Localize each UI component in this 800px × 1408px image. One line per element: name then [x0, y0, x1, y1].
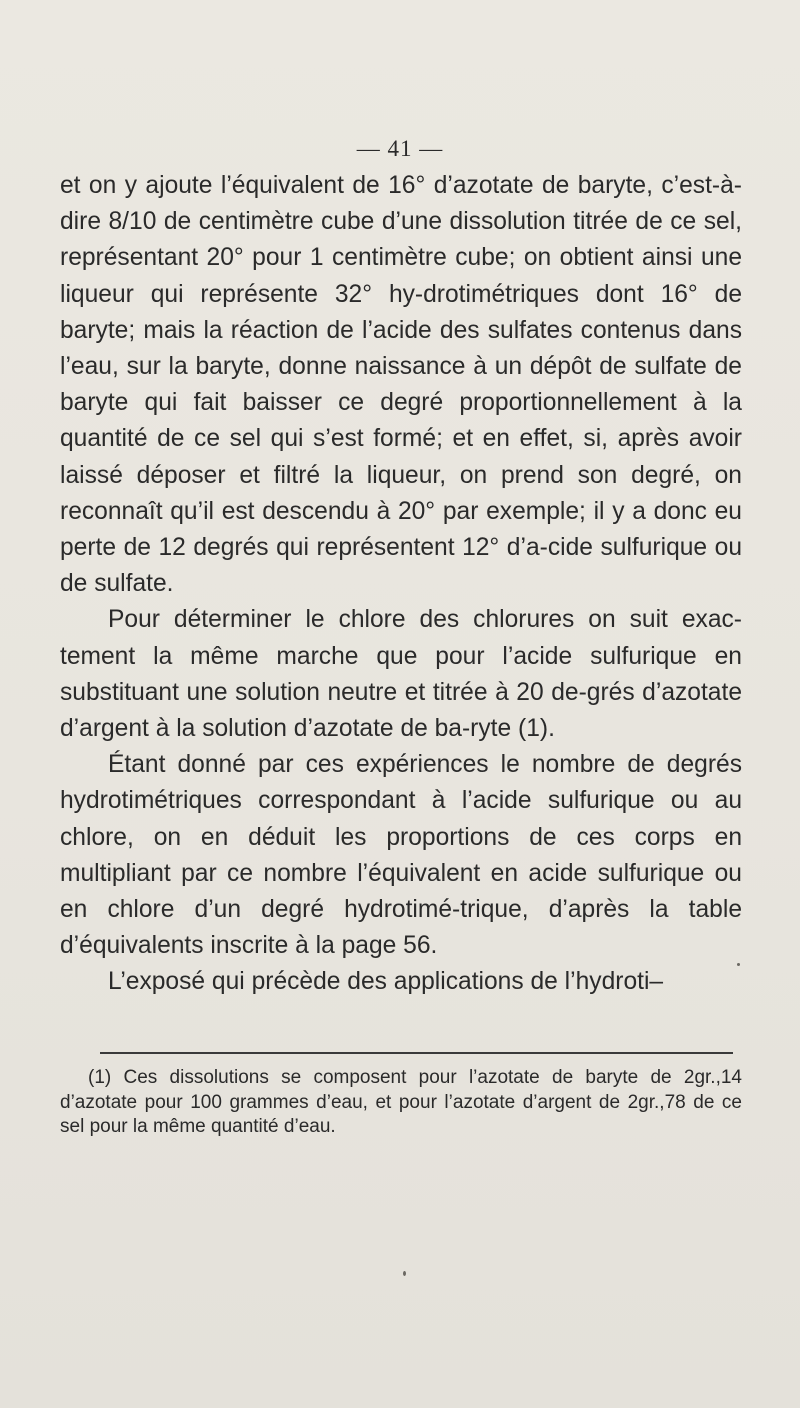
paragraph-2: Pour déterminer le chlore des chlorures on suit exac-tement la même marche que pour l’acide sulfurique en substituant une solution neutre et titrée à 20 de-grés d’azotate d’argent à la solution d’azotate de ba-ryte (1).: [60, 606, 742, 743]
paper-speck: [737, 963, 740, 966]
paragraph-4: L’exposé qui précède des applications de l’hydroti–: [108, 968, 664, 996]
paragraph-1: et on y ajoute l’équivalent de 16° d’azotate de baryte, c’est-à-dire 8/10 de centimètre cube d’une dissolution titrée de ce sel, représentant 20° pour 1 centimètre cube; on obtient ainsi une liqueur qui représente 32° hy-drotimétriques dont 16° de baryte; mais la réaction de l’acide des sulfates contenus dans l’eau, sur la baryte, donne naissance à un dépôt de sulfate de baryte qui fait baisser ce degré proportionnellement à la quantité de ce sel qui s’est formé; et en effet, si, après avoir laissé déposer et filtré la liqueur, on prend son degré, on reconnaît qu’il est descendu à 20° par exemple; il y a donc eu perte de 12 degrés qui représentent 12° d’a-cide sulfurique ou de sulfate.: [60, 172, 742, 598]
paper-speck: [403, 1271, 406, 1276]
page-number-header: — 41 —: [356, 136, 444, 161]
footnote-divider: [100, 1052, 733, 1054]
body-text: [60, 168, 742, 1001]
footnote: [60, 1066, 742, 1140]
footnote-text: (1) Ces dissolutions se composent pour l’azotate de baryte de 2gr.,14 d’azotate pour 100 grammes d’eau, et pour l’azotate d’argent de 2gr.,78 de ce sel pour la même quantité d’eau.: [60, 1067, 742, 1137]
paragraph-3: Étant donné par ces expériences le nombre de degrés hydrotimétriques correspondant à l’acide sulfurique ou au chlore, on en déduit les proportions de ces corps en multipliant par ce nombre l’équivalent en acide sulfurique ou en chlore d’un degré hydrotimé-trique, d’après la table d’équivalents inscrite à la page 56.: [60, 751, 742, 960]
